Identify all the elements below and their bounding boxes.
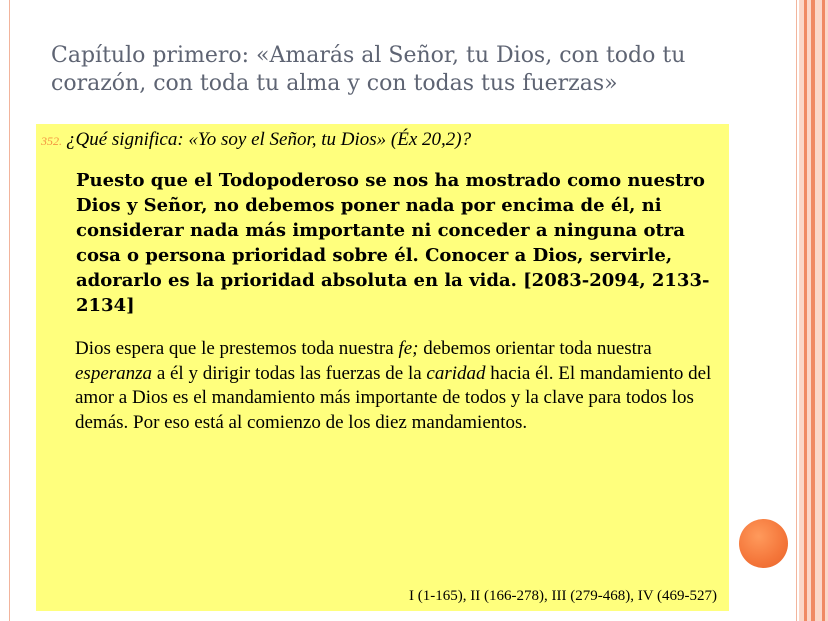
slide-title: Capítulo primero: «Amarás al Señor, tu Dios, con todo tu corazón, con toda tu alma y con todas tus fuerzas» bbox=[51, 43, 686, 96]
content-box bbox=[36, 124, 729, 611]
body-emphasis-fe: fe; bbox=[398, 338, 419, 359]
decorative-stripe-line bbox=[804, 0, 807, 621]
answer-text: Puesto que el Todopoderoso se nos ha mostrado como nuestro Dios y Señor, no debemos poner nada por encima de él, ni considerar nada más importante ni conceder a ninguna otra cosa o persona prioridad sobre él. Conocer a Dios, servirle, adorarlo es la prioridad absoluta en la vida. [2083-2094, 2133-2134] bbox=[76, 170, 710, 316]
question-row bbox=[41, 129, 721, 151]
body-text-part: a él y dirigir todas las fuerzas de la bbox=[152, 362, 427, 384]
body-text-part: debemos orientar toda nuestra bbox=[418, 338, 652, 359]
question-text: ¿Qué significa: «Yo soy el Señor, tu Dios» (Éx 20,2)? bbox=[66, 129, 472, 150]
body-paragraph bbox=[75, 337, 725, 435]
footer-reference: I (1-165), II (166-278), III (279-468), IV (469-527) bbox=[409, 588, 717, 604]
question-number: 352. bbox=[41, 134, 62, 148]
decorative-stripe-line bbox=[822, 0, 825, 621]
body-emphasis-caridad: caridad bbox=[426, 362, 486, 384]
decorative-orb bbox=[739, 519, 788, 568]
body-text-part: Dios espera que le prestemos toda nuestra bbox=[75, 338, 399, 359]
body-text-part: hacia él. El mandamiento del amor a Dios es el mandamiento más importante de todos y la clave para todos los demás. Por eso está al comienzo de los diez mandamientos. bbox=[75, 362, 712, 433]
decorative-stripe-line bbox=[811, 0, 815, 621]
body-emphasis-esperanza: esperanza bbox=[75, 362, 153, 384]
